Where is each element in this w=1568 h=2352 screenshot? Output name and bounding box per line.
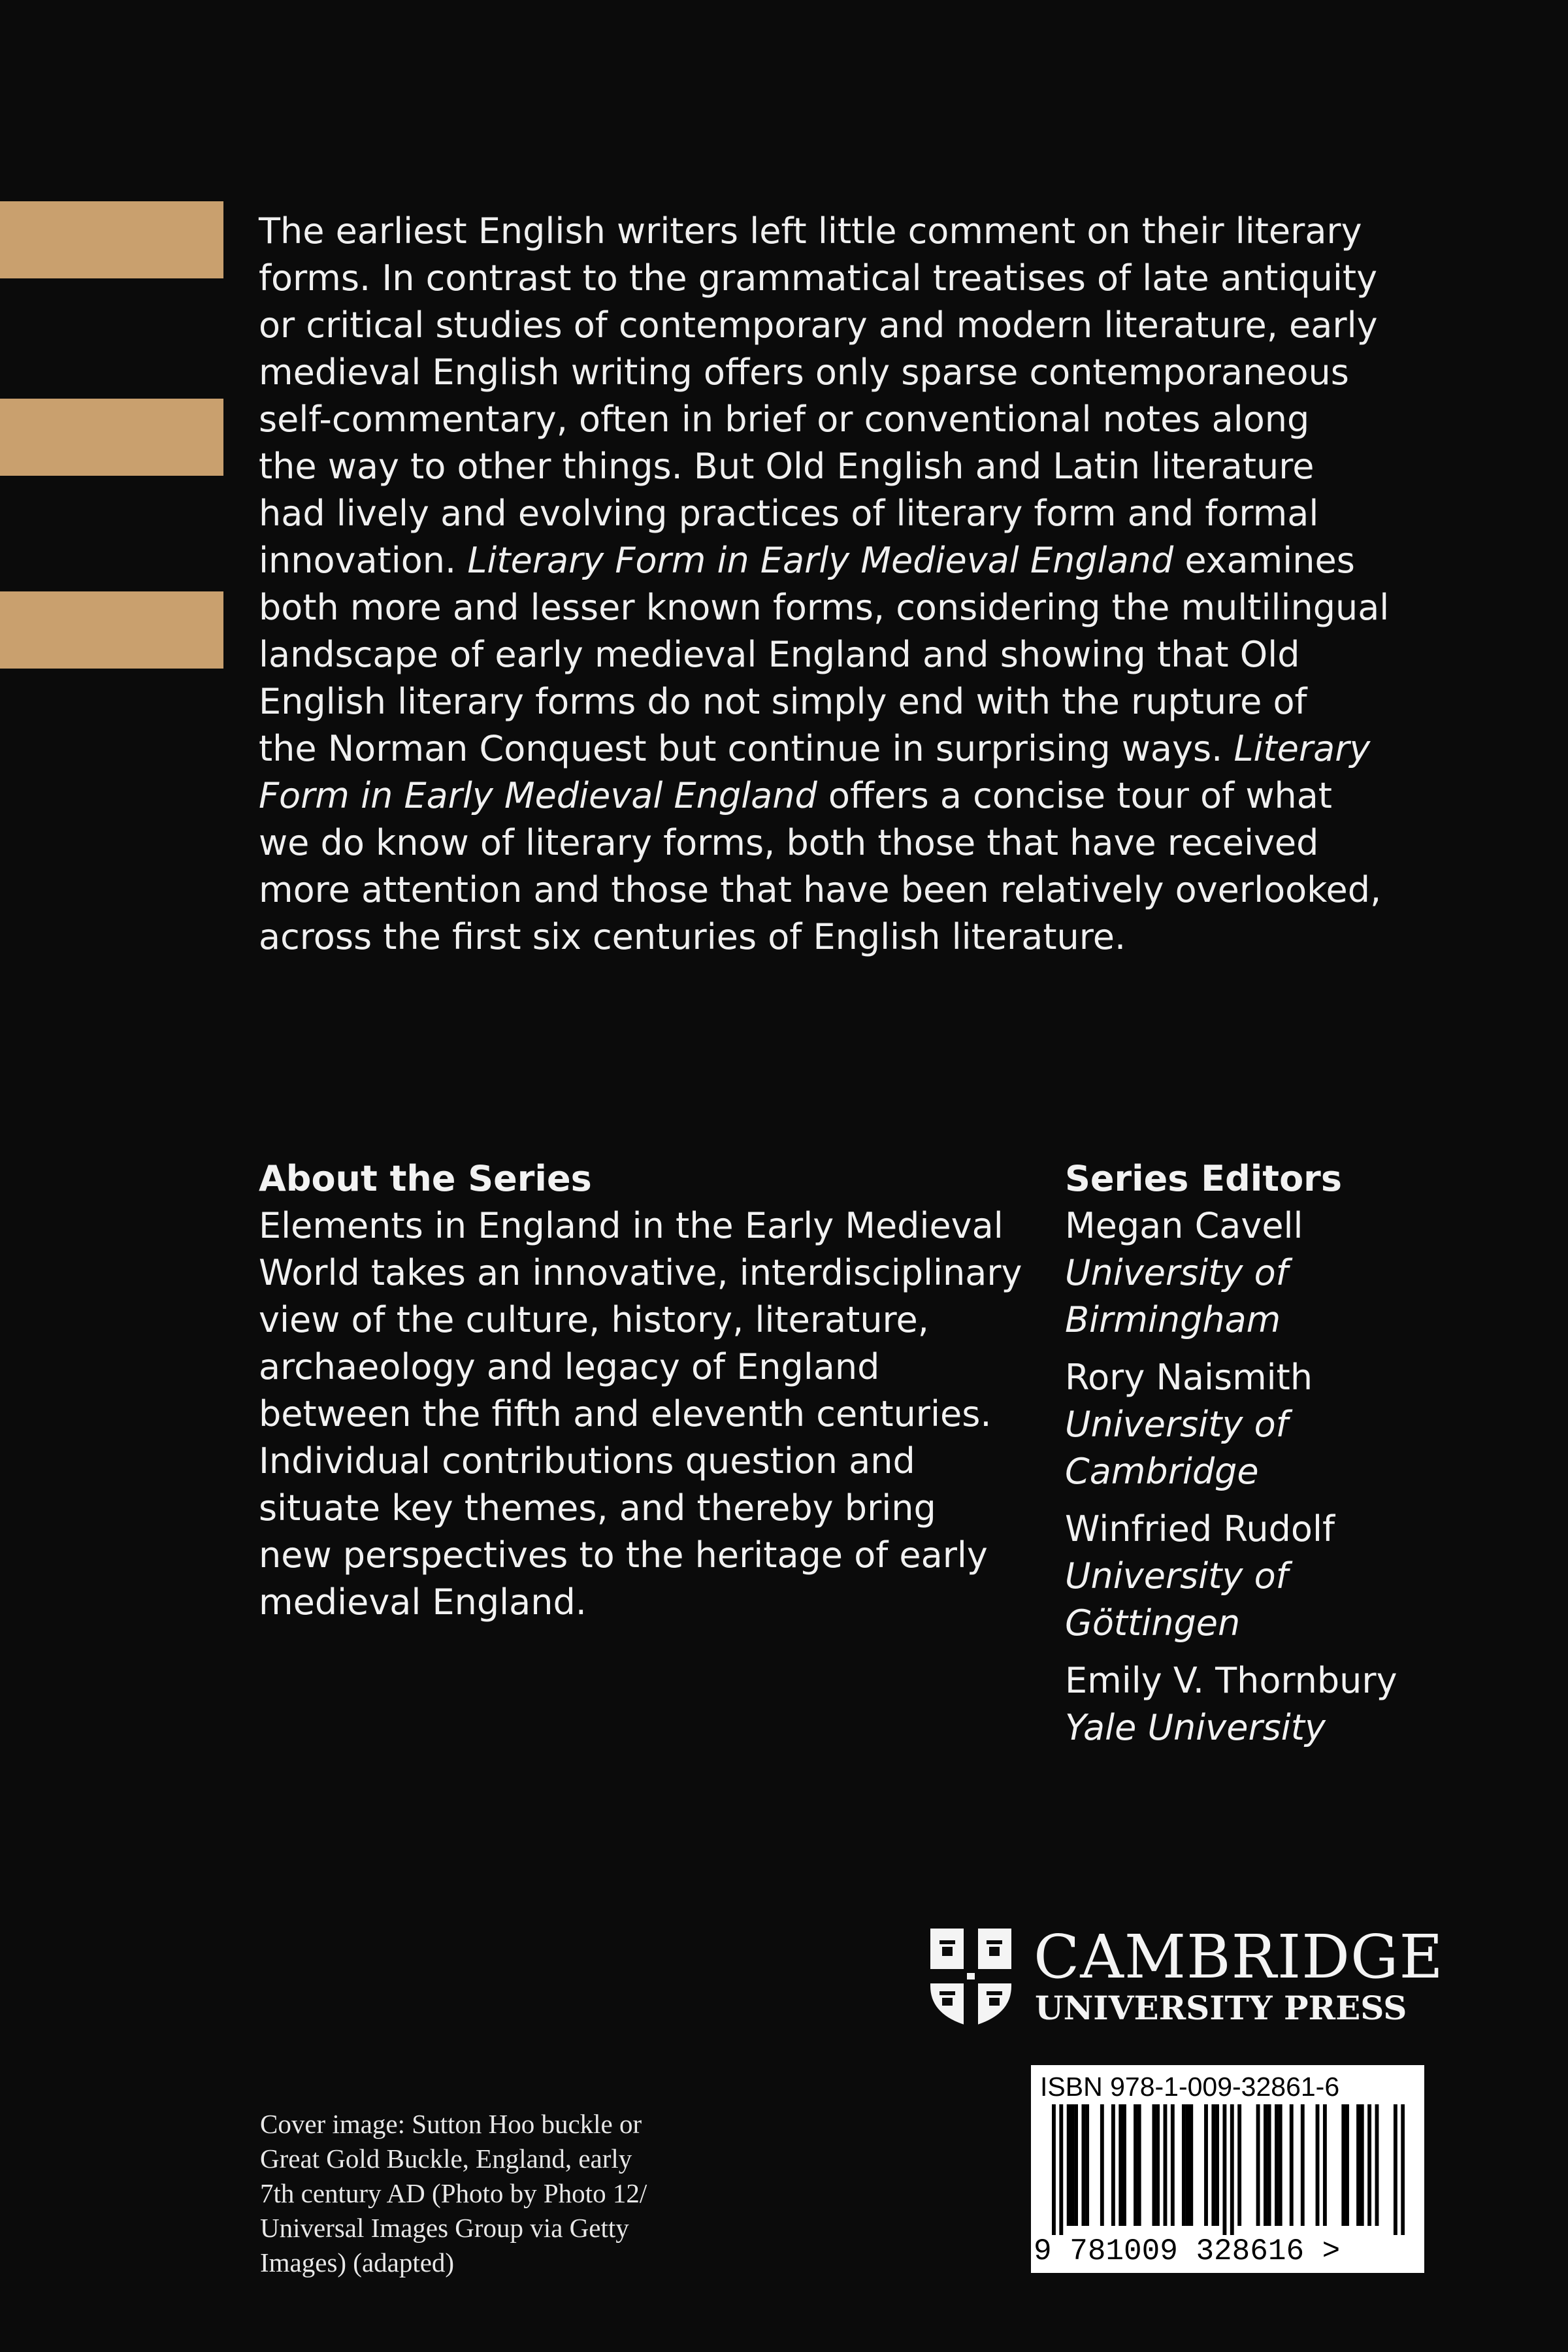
barcode-bar [1156, 2104, 1160, 2226]
barcode-bar [1267, 2104, 1271, 2226]
blurb-text: or critical studies of contemporary and modern literature, early [259, 305, 1378, 346]
barcode-bar [1360, 2104, 1364, 2226]
credit-line: Great Gold Buckle, England, early [260, 2144, 632, 2174]
blurb-text: we do know of literary forms, both those that have received [259, 822, 1319, 863]
blurb-line [259, 631, 1435, 678]
barcode-bar [1067, 2104, 1071, 2226]
barcode-bar [1164, 2104, 1168, 2226]
blurb-line [259, 725, 1435, 772]
blurb-text: forms. In contrast to the grammatical treatises of late antiquity [259, 257, 1378, 299]
barcode-bar [1356, 2104, 1360, 2226]
isbn-barcode [1031, 2065, 1424, 2273]
about-series-line: new perspectives to the heritage of early [259, 1534, 988, 1576]
book-blurb [259, 208, 1435, 961]
blurb-line [259, 396, 1435, 443]
publisher-subname: UNIVERSITY PRESS [1035, 1989, 1407, 2027]
cambridge-crest-icon [928, 1926, 1014, 2028]
blurb-line [259, 208, 1435, 255]
blurb-text: both more and lesser known forms, considering the multilingual [259, 587, 1390, 628]
barcode-bar [1119, 2104, 1122, 2226]
about-series-line: view of the culture, history, literature, [259, 1299, 929, 1340]
blurb-text: landscape of early medieval England and showing that Old [259, 634, 1300, 675]
blurb-text: across the first six centuries of English literature. [259, 916, 1126, 957]
accent-band-top [0, 201, 223, 278]
blurb-text: the Norman Conquest but continue in surprising ways. [259, 728, 1234, 769]
publisher-logo [928, 1922, 1444, 2029]
blurb-line [259, 443, 1435, 490]
accent-band-bottom [0, 591, 223, 669]
credit-line: Cover image: Sutton Hoo buckle or [260, 2109, 642, 2139]
blurb-line [259, 537, 1435, 584]
barcode-bar [1152, 2104, 1156, 2226]
book-title-italic: Literary [1233, 728, 1371, 769]
barcode-bar [1122, 2104, 1126, 2226]
blurb-text: the way to other things. But Old English and Latin literature [259, 446, 1315, 487]
barcode-bar [1290, 2104, 1294, 2226]
barcode-bar [1211, 2104, 1215, 2226]
barcode-bar [1345, 2104, 1349, 2226]
barcode-bar [1301, 2104, 1305, 2226]
blurb-text: English literary forms do not simply end with the rupture of [259, 681, 1307, 722]
credit-line: Universal Images Group via Getty [260, 2213, 629, 2243]
editor-affiliation: Göttingen [1065, 1602, 1241, 1644]
series-editors [1065, 1155, 1522, 1751]
blurb-text: self-commentary, often in brief or conventional notes along [259, 399, 1310, 440]
blurb-line [259, 867, 1435, 914]
barcode-bar [1222, 2104, 1226, 2235]
blurb-line [259, 914, 1435, 961]
about-series-heading: About the Series [259, 1158, 592, 1199]
about-series-line: between the fifth and eleventh centuries. [259, 1393, 992, 1434]
barcode-bar [1052, 2104, 1056, 2235]
barcode-bar [1264, 2104, 1267, 2226]
blurb-text: had lively and evolving practices of literary form and formal [259, 493, 1319, 534]
about-series-line: Elements in England in the Early Medieval [259, 1205, 1004, 1246]
barcode-bar [1394, 2104, 1397, 2235]
barcode-bar [1081, 2104, 1085, 2226]
blurb-line [259, 490, 1435, 537]
about-series-text [259, 1202, 1043, 1626]
about-series-line: archaeology and legacy of England [259, 1346, 880, 1387]
blurb-line [259, 349, 1435, 396]
editor-list [1065, 1202, 1522, 1751]
barcode-bar [1275, 2104, 1279, 2226]
cover-image-credit [260, 2107, 757, 2280]
editor-affiliation: University of [1065, 1555, 1288, 1597]
editor-entry [1065, 1202, 1522, 1344]
editor-entry [1065, 1354, 1522, 1495]
barcode-bar [1215, 2104, 1219, 2226]
barcode-bar [1182, 2104, 1186, 2226]
barcode-bar [1100, 2104, 1104, 2226]
about-series-line: World takes an innovative, interdisciplinary [259, 1252, 1022, 1293]
editor-entry [1065, 1506, 1522, 1647]
editor-name: Winfried Rudolf [1065, 1508, 1335, 1549]
barcode-bar [1256, 2104, 1260, 2226]
credit-line: Images) (adapted) [260, 2247, 455, 2277]
editor-affiliation: Yale University [1065, 1707, 1326, 1748]
barcode-bar [1279, 2104, 1282, 2226]
editor-affiliation: University of [1065, 1404, 1288, 1445]
about-the-series [259, 1155, 1043, 1626]
blurb-line [259, 584, 1435, 631]
blurb-text: medieval English writing offers only sparse contemporaneous [259, 352, 1349, 393]
barcode-bar [1070, 2104, 1074, 2226]
barcode-bars [1052, 2104, 1405, 2235]
barcode-digits: 9 781009 328616 > [1034, 2234, 1341, 2268]
barcode-bar [1401, 2104, 1405, 2235]
barcode-bar [1074, 2104, 1078, 2226]
editor-name: Rory Naismith [1065, 1357, 1313, 1398]
barcode-bar [1341, 2104, 1345, 2226]
blurb-text: innovation. [259, 540, 468, 581]
barcode-bar [1111, 2104, 1115, 2226]
editor-affiliation: Cambridge [1065, 1451, 1259, 1492]
barcode-bar [1230, 2104, 1234, 2235]
about-series-line: medieval England. [259, 1582, 587, 1623]
blurb-text: more attention and those that have been relatively overlooked, [259, 869, 1382, 910]
book-title-italic: Literary Form in Early Medieval England [467, 540, 1174, 581]
blurb-line [259, 820, 1435, 867]
accent-band-middle [0, 399, 223, 476]
about-series-line: Individual contributions question and [259, 1440, 915, 1482]
blurb-text: offers a concise tour of what [817, 775, 1332, 816]
barcode-bar [1189, 2104, 1193, 2226]
blurb-line [259, 772, 1435, 820]
barcode-bar [1134, 2104, 1137, 2226]
series-editors-heading: Series Editors [1065, 1158, 1342, 1199]
blurb-text: The earliest English writers left little comment on their literary [259, 210, 1362, 252]
isbn-label: ISBN 978-1-009-32861-6 [1040, 2072, 1340, 2102]
publisher-name: CAMBRIDGE [1034, 1922, 1444, 1992]
editor-name: Megan Cavell [1065, 1205, 1303, 1246]
barcode-bar [1375, 2104, 1379, 2226]
barcode-bar [1323, 2104, 1327, 2226]
barcode-bar [1171, 2104, 1175, 2226]
barcode-bar [1085, 2104, 1089, 2226]
barcode-bar [1059, 2104, 1063, 2235]
book-title-italic: Form in Early Medieval England [259, 775, 817, 816]
editor-name: Emily V. Thornbury [1065, 1660, 1397, 1701]
barcode-bar [1186, 2104, 1190, 2226]
editor-affiliation: Birmingham [1065, 1299, 1281, 1340]
blurb-line [259, 678, 1435, 725]
barcode-bar [1204, 2104, 1208, 2226]
blurb-line [259, 302, 1435, 349]
about-series-line: situate key themes, and thereby bring [259, 1487, 936, 1529]
barcode-bar [1137, 2104, 1141, 2226]
credit-line: 7th century AD (Photo by Photo 12/ [260, 2178, 647, 2208]
editor-entry [1065, 1657, 1522, 1751]
barcode-bar [1237, 2104, 1241, 2226]
barcode-bar [1316, 2104, 1320, 2226]
editor-affiliation: University of [1065, 1252, 1288, 1293]
blurb-line [259, 255, 1435, 302]
blurb-text: examines [1173, 540, 1355, 581]
barcode-bar [1367, 2104, 1371, 2226]
